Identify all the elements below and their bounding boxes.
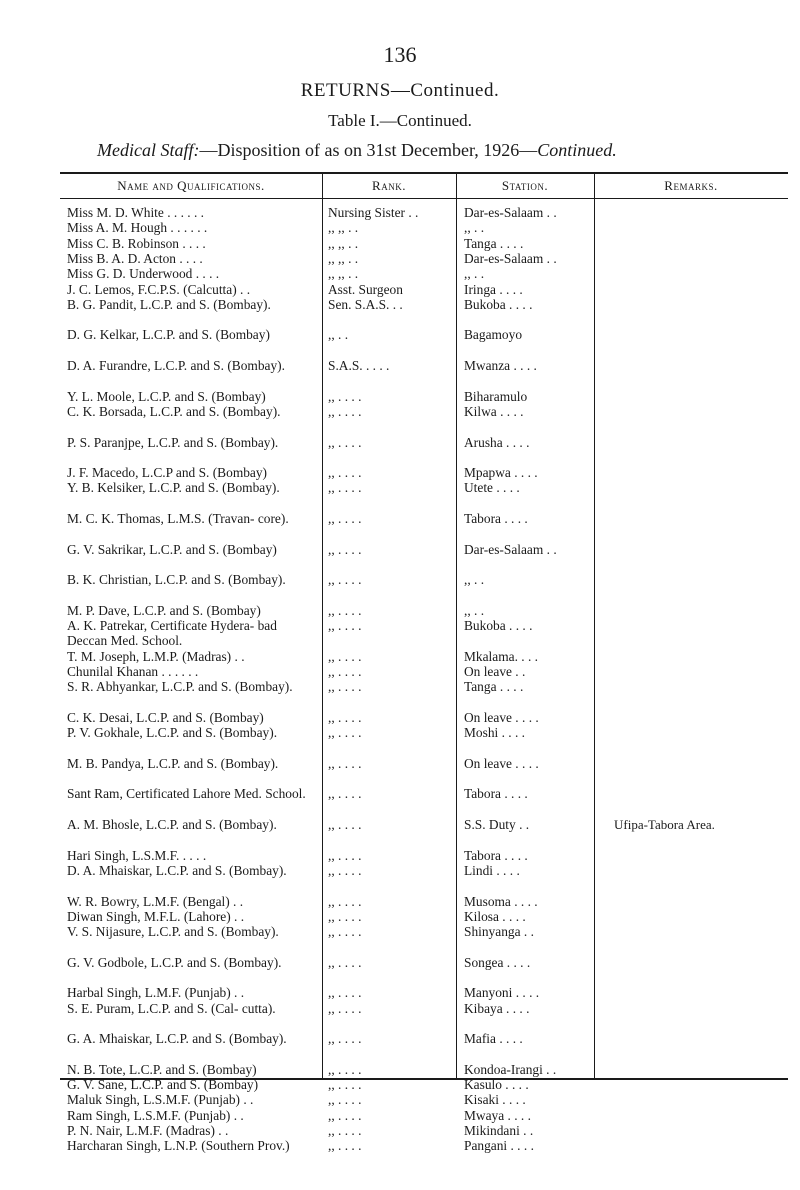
table-caption xyxy=(97,140,617,161)
staff-name-qualifications: G. V. Sakrikar, L.C.P. and S. (Bombay) xyxy=(67,541,277,557)
staff-name-qualifications: B. K. Christian, L.C.P. and S. (Bombay). xyxy=(67,572,286,588)
staff-rank: ,, . . . . xyxy=(328,1107,362,1123)
staff-rank: ,, . . . . xyxy=(328,480,362,496)
staff-rank: ,, . . . . xyxy=(328,817,362,832)
staff-station: Tanga . . . . xyxy=(464,235,524,251)
staff-rank: ,, . . . . xyxy=(328,1138,362,1154)
staff-station: Moshi . . . . xyxy=(464,725,526,741)
staff-rank: ,, . . xyxy=(328,327,349,343)
staff-name-qualifications: C. K. Borsada, L.C.P. and S. (Bombay). xyxy=(67,403,281,419)
staff-station: Arusha . . . . xyxy=(464,434,530,450)
staff-name-qualifications: M. C. K. Thomas, L.M.S. (Travan- core). xyxy=(67,511,289,526)
staff-station: Pangani . . . . xyxy=(464,1138,534,1154)
staff-station: On leave . . . . xyxy=(464,709,539,725)
staff-name-qualifications: Y. L. Moole, L.C.P. and S. (Bombay) xyxy=(67,388,266,404)
staff-rank: ,, . . . . xyxy=(328,572,362,588)
staff-station: Bagamoyo xyxy=(464,327,523,343)
staff-name-qualifications: Diwan Singh, M.F.L. (Lahore) . . xyxy=(67,908,245,924)
staff-rank: ,, . . . . xyxy=(328,541,362,557)
column-header-name: Name and Qualifications. xyxy=(117,178,265,193)
staff-station: Tabora . . . . xyxy=(464,847,528,863)
staff-station: Lindi . . . . xyxy=(464,862,520,878)
staff-station: Dar-es-Salaam . . xyxy=(464,250,557,266)
staff-rank: ,, . . . . xyxy=(328,954,362,970)
caption-text: —Disposition of as on 31st December, 1926— xyxy=(199,140,538,160)
staff-name-qualifications: B. G. Pandit, L.C.P. and S. (Bombay). xyxy=(67,296,271,312)
staff-rank: ,, . . . . xyxy=(328,618,362,634)
staff-rank: ,, . . . . xyxy=(328,786,362,802)
staff-rank: S.A.S. . . . . xyxy=(328,358,390,373)
staff-name-qualifications: Miss B. A. D. Acton . . . . xyxy=(67,250,203,266)
staff-name-qualifications: Miss C. B. Robinson . . . . xyxy=(67,235,206,251)
staff-name-qualifications: D. A. Mhaiskar, L.C.P. and S. (Bombay). xyxy=(67,862,287,878)
staff-name-qualifications: Miss A. M. Hough . . . . . . xyxy=(67,220,208,236)
staff-rank: ,, . . . . xyxy=(328,924,362,940)
staff-station: ,, . . xyxy=(464,266,485,282)
staff-station: Dar-es-Salaam . . xyxy=(464,541,557,557)
staff-name-qualifications: S. E. Puram, L.C.P. and S. (Cal- cutta). xyxy=(67,1000,276,1016)
staff-rank: ,, . . . . xyxy=(328,862,362,878)
staff-station: Kilwa . . . . xyxy=(464,403,524,419)
staff-name-qualifications: Harcharan Singh, L.N.P. (Southern Prov.) xyxy=(67,1138,290,1154)
staff-rank: ,, . . . . xyxy=(328,893,362,909)
staff-rank: ,, ,, . . xyxy=(328,266,359,282)
staff-station: ,, . . xyxy=(464,220,485,236)
staff-station: Kilosa . . . . xyxy=(464,908,526,924)
staff-rank: ,, ,, . . xyxy=(328,235,359,251)
staff-rank: ,, ,, . . xyxy=(328,220,359,236)
staff-station: Mwanza . . . . xyxy=(464,358,537,373)
staff-rank: ,, . . . . xyxy=(328,1123,362,1138)
staff-rank: ,, . . . . xyxy=(328,847,362,863)
staff-rank: ,, . . . . xyxy=(328,755,362,771)
staff-rank: ,, . . . . xyxy=(328,1000,362,1016)
staff-name-qualifications: A. K. Patrekar, Certificate Hydera- bad Deccan Med. School. xyxy=(67,618,277,649)
staff-station: Bukoba . . . . xyxy=(464,618,533,634)
table-title: Table I.—Continued. xyxy=(328,111,472,130)
staff-station: Musoma . . . . xyxy=(464,893,538,909)
staff-name-qualifications: P. N. Nair, L.M.F. (Madras) . . xyxy=(67,1123,229,1138)
column-divider xyxy=(594,172,595,1080)
staff-station: Dar-es-Salaam . . xyxy=(464,205,557,220)
staff-rank: ,, . . . . xyxy=(328,1061,362,1077)
column-header-station: Station. xyxy=(501,178,549,193)
column-divider xyxy=(322,172,323,1080)
staff-name-qualifications: Miss M. D. White . . . . . . xyxy=(67,205,205,220)
staff-station: Mikindani . . xyxy=(464,1123,534,1138)
staff-station: ,, . . xyxy=(464,572,485,588)
staff-station: Mwaya . . . . xyxy=(464,1107,531,1123)
staff-name-qualifications: J. F. Macedo, L.C.P and S. (Bombay) xyxy=(67,465,268,481)
staff-name-qualifications: Chunilal Khanan . . . . . . xyxy=(67,664,199,679)
staff-rank: ,, . . . . xyxy=(328,1031,362,1047)
staff-rank: ,, . . . . xyxy=(328,679,362,695)
staff-name-qualifications: A. M. Bhosle, L.C.P. and S. (Bombay). xyxy=(67,817,277,832)
staff-name-qualifications: G. A. Mhaiskar, L.C.P. and S. (Bombay). xyxy=(67,1031,287,1047)
staff-station: Kisaki . . . . xyxy=(464,1092,526,1108)
staff-rank: ,, . . . . xyxy=(328,511,362,526)
staff-rank: ,, . . . . xyxy=(328,434,362,450)
staff-station: Utete . . . . xyxy=(464,480,520,496)
staff-name-qualifications: C. K. Desai, L.C.P. and S. (Bombay) xyxy=(67,709,264,725)
staff-name-qualifications: P. S. Paranjpe, L.C.P. and S. (Bombay). xyxy=(67,434,279,450)
staff-station: Mkalama. . . . xyxy=(464,648,539,664)
staff-rank: ,, . . . . xyxy=(328,985,362,1001)
staff-name-qualifications: P. V. Gokhale, L.C.P. and S. (Bombay). xyxy=(67,725,278,741)
staff-station: On leave . . xyxy=(464,664,526,679)
staff-station: Iringa . . . . xyxy=(464,281,523,297)
staff-name-qualifications: Maluk Singh, L.S.M.F. (Punjab) . . xyxy=(67,1092,254,1108)
caption-continued: Continued. xyxy=(537,140,617,160)
staff-table xyxy=(60,172,788,1154)
staff-name-qualifications: Y. B. Kelsiker, L.C.P. and S. (Bombay). xyxy=(67,480,280,496)
staff-name-qualifications: V. S. Nijasure, L.C.P. and S. (Bombay). xyxy=(67,924,279,940)
staff-station: Tanga . . . . xyxy=(464,679,524,695)
staff-rank: ,, . . . . xyxy=(328,403,362,419)
staff-name-qualifications: G. V. Godbole, L.C.P. and S. (Bombay). xyxy=(67,954,282,970)
returns-heading: RETURNS—Continued. xyxy=(300,80,500,101)
staff-rank: ,, . . . . xyxy=(328,1077,362,1093)
staff-station: ,, . . xyxy=(464,602,485,618)
staff-rank: ,, . . . . xyxy=(328,725,362,741)
staff-rank: ,, ,, . . xyxy=(328,250,359,266)
staff-station: Mpapwa . . . . xyxy=(464,465,538,481)
staff-rank: ,, . . . . xyxy=(328,664,362,679)
staff-rank: Sen. S.A.S. . . xyxy=(328,296,403,312)
staff-rank: Asst. Surgeon xyxy=(328,281,403,297)
staff-station: Mafia . . . . xyxy=(464,1031,523,1047)
column-header-rank: Rank. xyxy=(372,178,406,193)
staff-name-qualifications: M. B. Pandya, L.C.P. and S. (Bombay). xyxy=(67,755,279,771)
column-divider xyxy=(456,172,457,1080)
table-top-rule xyxy=(60,172,788,174)
staff-name-qualifications: G. V. Sane, L.C.P. and S. (Bombay) xyxy=(67,1077,259,1093)
staff-rank: ,, . . . . xyxy=(328,648,362,664)
column-header-remarks: Remarks. xyxy=(664,178,718,193)
staff-name-qualifications: Hari Singh, L.S.M.F. . . . . xyxy=(67,847,207,863)
staff-name-qualifications: T. M. Joseph, L.M.P. (Madras) . . xyxy=(67,648,245,664)
staff-name-qualifications: Miss G. D. Underwood . . . . xyxy=(67,266,220,282)
staff-station: Bukoba . . . . xyxy=(464,296,533,312)
staff-name-qualifications: D. A. Furandre, L.C.P. and S. (Bombay). xyxy=(67,358,285,373)
staff-name-qualifications: M. P. Dave, L.C.P. and S. (Bombay) xyxy=(67,602,261,618)
staff-station: Tabora . . . . xyxy=(464,511,528,526)
staff-rank: Nursing Sister . . xyxy=(328,205,419,220)
staff-station: Kasulo . . . . xyxy=(464,1077,529,1093)
caption-label: Medical Staff: xyxy=(97,140,200,160)
staff-remarks: Ufipa-Tabora Area. xyxy=(614,817,715,832)
staff-station: Shinyanga . . xyxy=(464,924,534,940)
staff-station: Songea . . . . xyxy=(464,954,531,970)
staff-name-qualifications: W. R. Bowry, L.M.F. (Bengal) . . xyxy=(67,893,244,909)
staff-rank: ,, . . . . xyxy=(328,908,362,924)
staff-name-qualifications: J. C. Lemos, F.C.P.S. (Calcutta) . . xyxy=(67,281,251,297)
staff-rank: ,, . . . . xyxy=(328,602,362,618)
staff-rank: ,, . . . . xyxy=(328,465,362,481)
staff-rank: ,, . . . . xyxy=(328,1092,362,1108)
staff-station: Kondoa-Irangi . . xyxy=(464,1061,557,1077)
staff-name-qualifications: Harbal Singh, L.M.F. (Punjab) . . xyxy=(67,985,245,1001)
staff-name-qualifications: S. R. Abhyankar, L.C.P. and S. (Bombay). xyxy=(67,679,293,695)
staff-station: Biharamulo xyxy=(464,388,528,404)
staff-name-qualifications: N. B. Tote, L.C.P. and S. (Bombay) xyxy=(67,1061,257,1077)
staff-name-qualifications: Sant Ram, Certificated Lahore Med. School. xyxy=(67,786,306,802)
staff-name-qualifications: D. G. Kelkar, L.C.P. and S. (Bombay) xyxy=(67,327,270,343)
staff-rank: ,, . . . . xyxy=(328,709,362,725)
header-rule xyxy=(60,198,788,199)
staff-station: Kibaya . . . . xyxy=(464,1000,530,1016)
staff-station: Manyoni . . . . xyxy=(464,985,540,1001)
page-number: 136 xyxy=(383,42,417,67)
staff-rank: ,, . . . . xyxy=(328,388,362,404)
staff-name-qualifications: Ram Singh, L.S.M.F. (Punjab) . . xyxy=(67,1107,244,1123)
staff-station: On leave . . . . xyxy=(464,755,539,771)
staff-station: S.S. Duty . . xyxy=(464,817,530,832)
staff-station: Tabora . . . . xyxy=(464,786,528,802)
